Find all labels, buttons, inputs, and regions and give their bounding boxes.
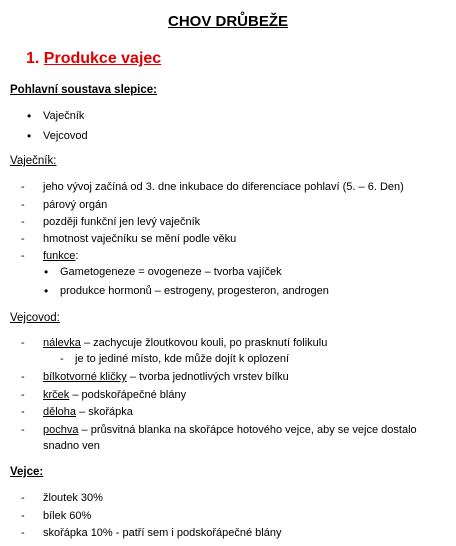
sub-list-item: - je to jediné místo, kde může dojít k oplození — [60, 353, 290, 365]
term: bílkotvorné kličky — [43, 371, 127, 383]
term-description: – skořápka — [76, 406, 133, 418]
vajecnik-heading: Vaječník: — [10, 155, 57, 167]
list-item: - jeho vývoj začíná od 3. dne inkubace do diferenciace pohlaví (5. – 6. Den) — [43, 181, 404, 193]
list-item — [43, 371, 289, 383]
list-item: - hmotnost vaječníku se mění podle věku — [43, 233, 236, 245]
section-heading — [26, 50, 161, 68]
funkce-item — [43, 250, 78, 262]
term: nálevka — [43, 337, 81, 349]
list-item — [43, 424, 417, 436]
term-description: – zachycuje žloutkovou kouli, po prasknutí folikulu — [80, 337, 328, 349]
list-item: - skořápka 10% - patří sem i podskořápečné blány — [43, 527, 281, 539]
term-description: – průsvitná blanka na skořápce hotového vejce, aby se vejce dostalo — [78, 424, 417, 436]
list-item: - bílek 60% — [43, 510, 91, 522]
list-item — [43, 389, 186, 401]
funkce-suffix: : — [75, 250, 79, 262]
vejce-heading: Vejce: — [10, 466, 44, 478]
sub-list-item: • produkce hormonů – estrogeny, progesteron, androgen — [60, 285, 329, 297]
heading-text: Produkce vajec — [43, 50, 162, 67]
term: děloha — [43, 406, 77, 418]
term-description: – tvorba jednotlivých vrstev bílku — [126, 371, 289, 383]
vejcovod-heading: Vejcovod: — [10, 312, 60, 324]
list-item: - párový orgán — [43, 199, 107, 211]
term: pochva — [43, 424, 79, 436]
heading-number: 1. — [26, 50, 40, 67]
list-item — [43, 337, 327, 349]
term-description: je to jediné místo, kde může dojít k oplození — [75, 353, 290, 365]
list-item: • Vaječník — [43, 110, 84, 122]
list-item: • Vejcovod — [43, 130, 88, 142]
term-description: – podskořápečné blány — [69, 389, 187, 401]
page-title: CHOV DRŮBEŽE — [167, 13, 288, 30]
list-item — [43, 406, 133, 418]
list-item: - později funkční jen levý vaječník — [43, 216, 200, 228]
sub-list-item: • Gametogeneze = ovogeneze – tvorba vajíček — [60, 266, 282, 278]
term: krček — [43, 389, 70, 401]
list-item: - žloutek 30% — [43, 492, 103, 504]
soustava-heading: Pohlavní soustava slepice: — [10, 84, 158, 96]
funkce-label: funkce — [43, 250, 76, 262]
list-item-continuation: snadno ven — [43, 440, 100, 452]
